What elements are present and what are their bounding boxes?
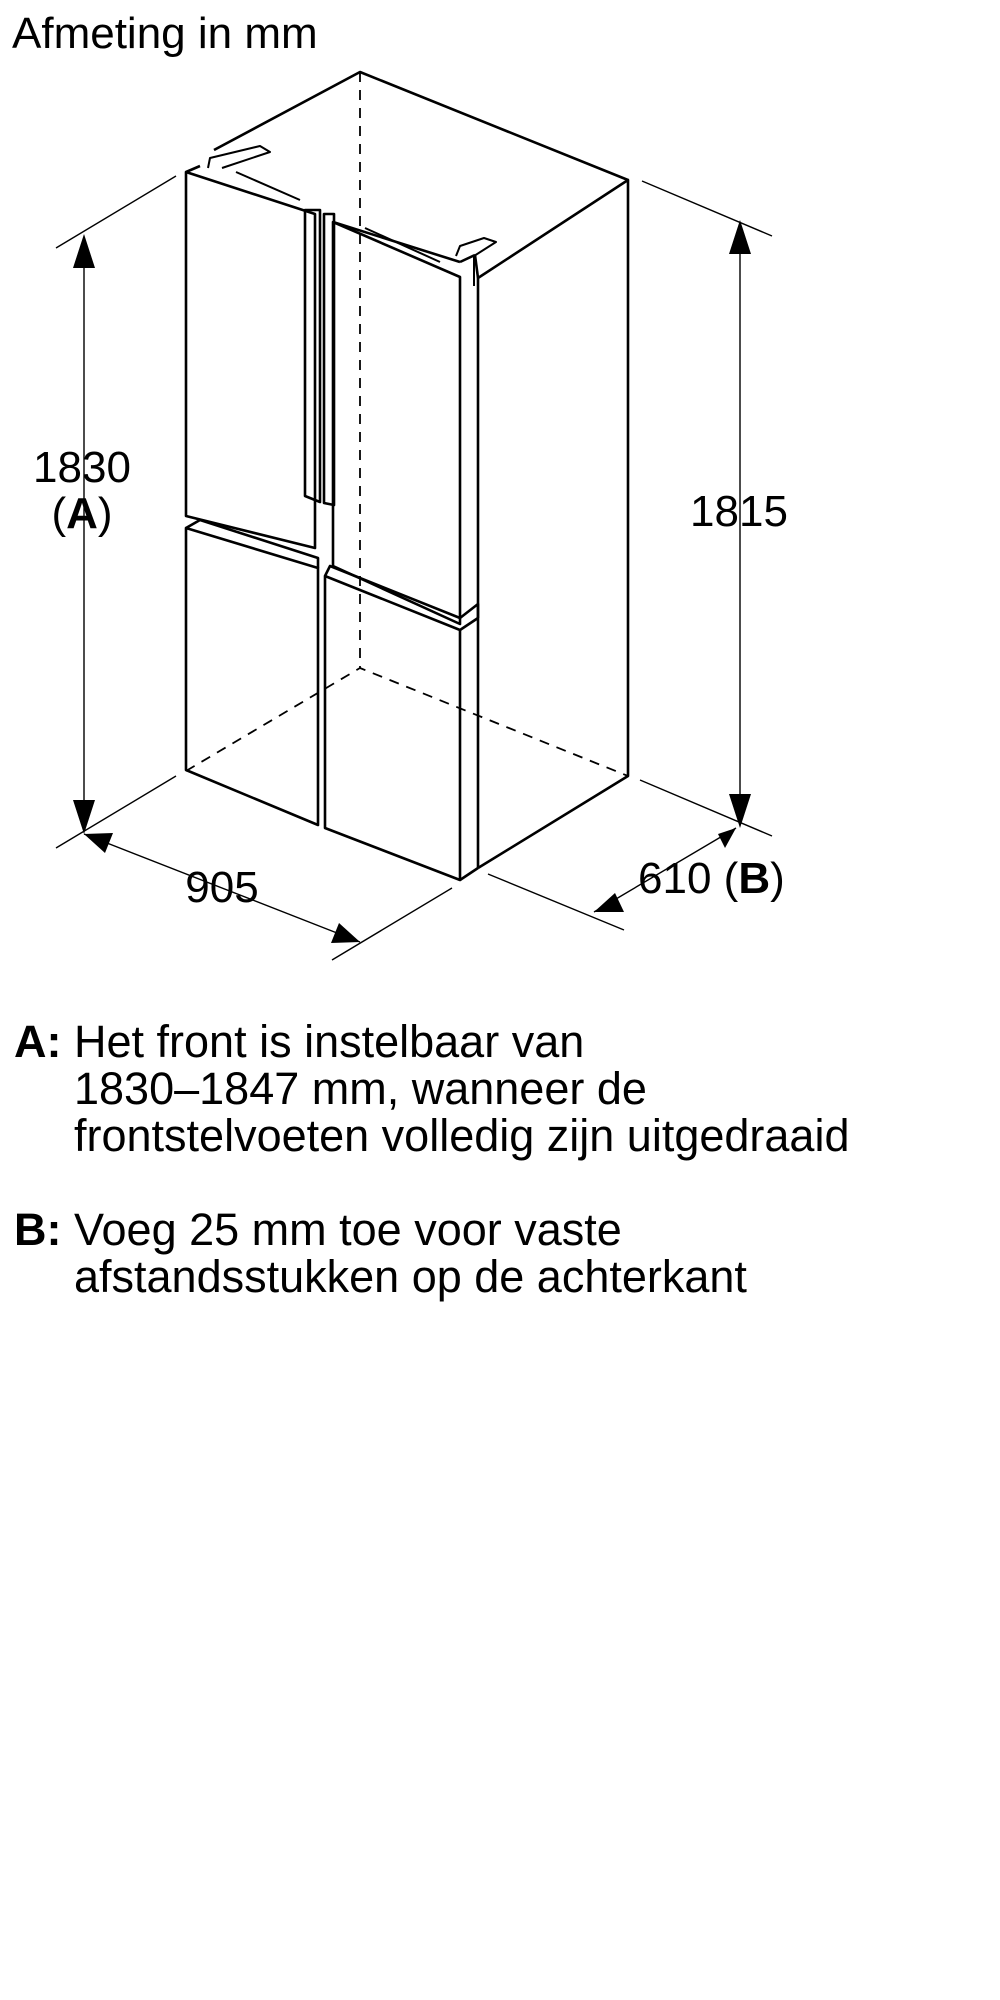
refrigerator-body — [186, 72, 628, 880]
arrow-905-left — [84, 833, 113, 853]
dimension-value-610 — [638, 854, 785, 903]
upper-left-door — [186, 172, 315, 548]
extension-line-left-bottom — [56, 776, 176, 848]
footnote-b — [14, 1206, 984, 1300]
paren-open: ( — [51, 489, 67, 538]
dimension-note-ref-a — [51, 489, 112, 538]
arrow-610-right — [718, 828, 736, 848]
extension-line-bottom-left — [332, 888, 452, 960]
lower-right-door — [325, 576, 460, 880]
extension-line-right-bottom — [640, 780, 772, 836]
extension-line-bottom-right — [488, 874, 624, 930]
floor-dashed — [186, 668, 628, 776]
top-back-edge — [214, 72, 628, 180]
ref-key-a: A — [66, 489, 98, 538]
ref-key-b: B — [738, 854, 771, 903]
paren-close: ) — [770, 854, 785, 903]
upper-right-door — [333, 222, 460, 624]
dimension-lines — [56, 176, 772, 960]
paren-close: ) — [97, 489, 113, 538]
arrow-1830-bottom — [73, 800, 95, 834]
arrow-610-left — [594, 893, 624, 912]
space — [711, 854, 723, 903]
paren-open: ( — [723, 854, 739, 903]
lower-left-door — [186, 528, 318, 825]
arrow-1830-top — [73, 234, 95, 268]
dimension-value-1830: 1830 — [33, 443, 131, 492]
extension-line-right-top — [642, 181, 772, 236]
footnote-line: Het front is instelbaar van — [74, 1016, 585, 1067]
footnote-line: frontstelvoeten volledig zijn uitgedraaid — [74, 1110, 850, 1161]
dimension-value-905: 905 — [185, 863, 259, 912]
dimension-arrowheads — [73, 220, 751, 943]
footnote-line: afstandsstukken op de achterkant — [74, 1251, 747, 1302]
footnote-a — [14, 1018, 984, 1159]
right-side-panel — [478, 180, 628, 868]
footnote-key: A: — [14, 1016, 62, 1067]
footnotes — [14, 1018, 984, 1347]
dimension-value-1815: 1815 — [690, 487, 788, 536]
left-door-handle — [305, 210, 320, 502]
footnote-line: 1830–1847 mm, wanneer de — [74, 1063, 647, 1114]
arrow-905-right — [331, 923, 360, 943]
footnote-line: Voeg 25 mm toe voor vaste — [74, 1204, 622, 1255]
depth-value: 610 — [638, 854, 712, 903]
page-title: Afmeting in mm — [12, 9, 318, 58]
extension-line-left-top — [56, 176, 176, 248]
arrow-1815-bottom — [729, 794, 751, 828]
dimension-labels — [33, 443, 788, 912]
footnote-key: B: — [14, 1204, 62, 1255]
